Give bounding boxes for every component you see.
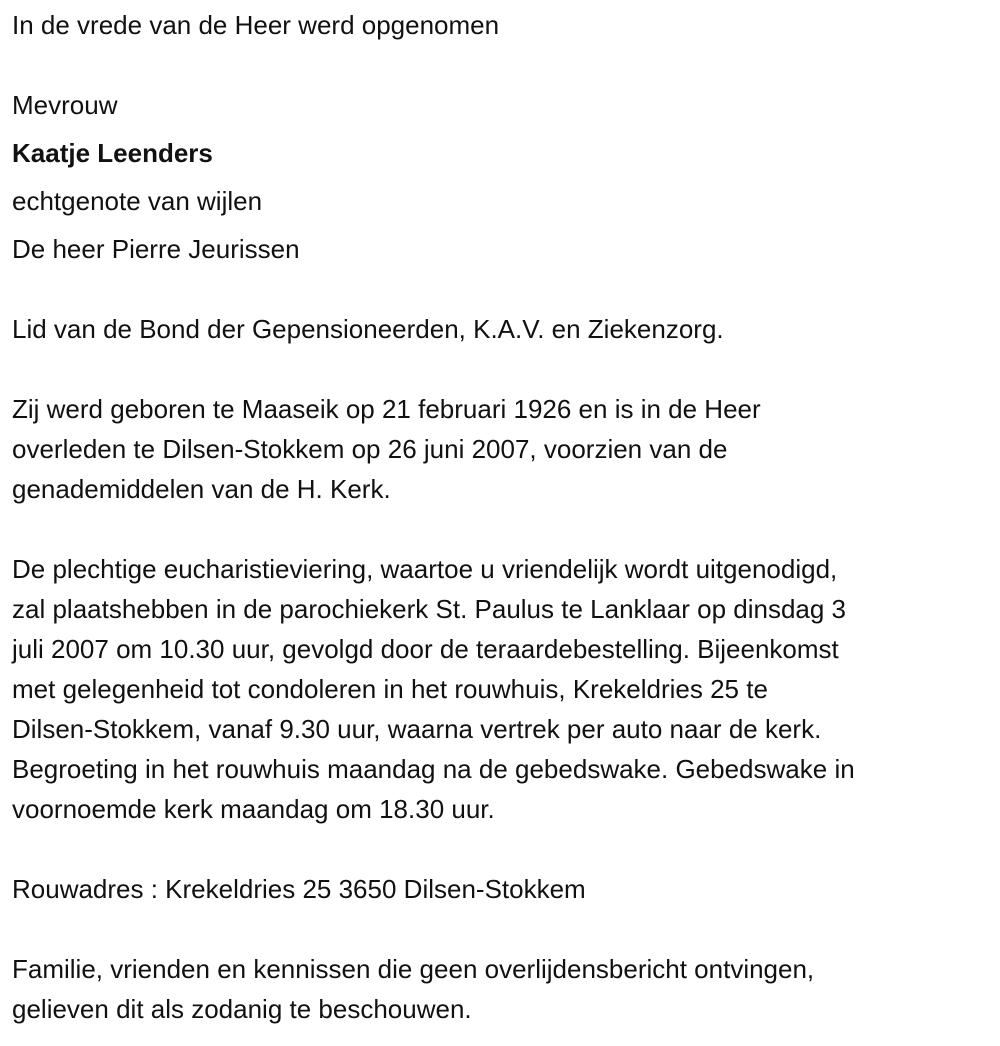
- honorific: Mevrouw: [12, 90, 118, 120]
- birth-death-paragraph: [12, 389, 761, 509]
- text-line: Begroeting in het rouwhuis maandag na de gebedswake. Gebedswake in: [12, 754, 855, 784]
- intro-text: In de vrede van de Heer werd opgenomen: [12, 10, 500, 40]
- deceased-block: [12, 81, 300, 273]
- text-line: genademiddelen van de H. Kerk.: [12, 474, 391, 504]
- spouse-name: De heer Pierre Jeurissen: [12, 234, 300, 264]
- text-line: juli 2007 om 10.30 uur, gevolgd door de teraardebestelling. Bijeenkomst: [12, 634, 839, 664]
- text-line: voornoemde kerk maandag om 18.30 uur.: [12, 794, 495, 824]
- text-line: De plechtige eucharistieviering, waartoe u vriendelijk wordt uitgenodigd,: [12, 554, 838, 584]
- membership-paragraph: [12, 309, 724, 349]
- text-line: zal plaatshebben in de parochiekerk St. Paulus te Lanklaar op dinsdag 3: [12, 594, 847, 624]
- relation-text: echtgenote van wijlen: [12, 186, 263, 216]
- text-line: overleden te Dilsen-Stokkem op 26 juni 2007, voorzien van de: [12, 434, 728, 464]
- text-line: Familie, vrienden en kennissen die geen overlijdensbericht ontvingen,: [12, 954, 815, 984]
- address-paragraph: [12, 869, 586, 909]
- address-text: Rouwadres : Krekeldries 25 3650 Dilsen-Stokkem: [12, 874, 586, 904]
- text-line: Zij werd geboren te Maaseik op 21 februari 1926 en is in de Heer: [12, 394, 761, 424]
- text-line: gelieven dit als zodanig te beschouwen.: [12, 994, 472, 1024]
- text-line: met gelegenheid tot condoleren in het rouwhuis, Krekeldries 25 te: [12, 674, 768, 704]
- deceased-name: Kaatje Leenders: [12, 138, 213, 168]
- intro-paragraph: [12, 5, 499, 45]
- closing-paragraph: [12, 949, 814, 1029]
- membership-text: Lid van de Bond der Gepensioneerden, K.A.V. en Ziekenzorg.: [12, 314, 724, 344]
- text-line: Dilsen-Stokkem, vanaf 9.30 uur, waarna vertrek per auto naar de kerk.: [12, 714, 822, 744]
- ceremony-paragraph: [12, 549, 855, 829]
